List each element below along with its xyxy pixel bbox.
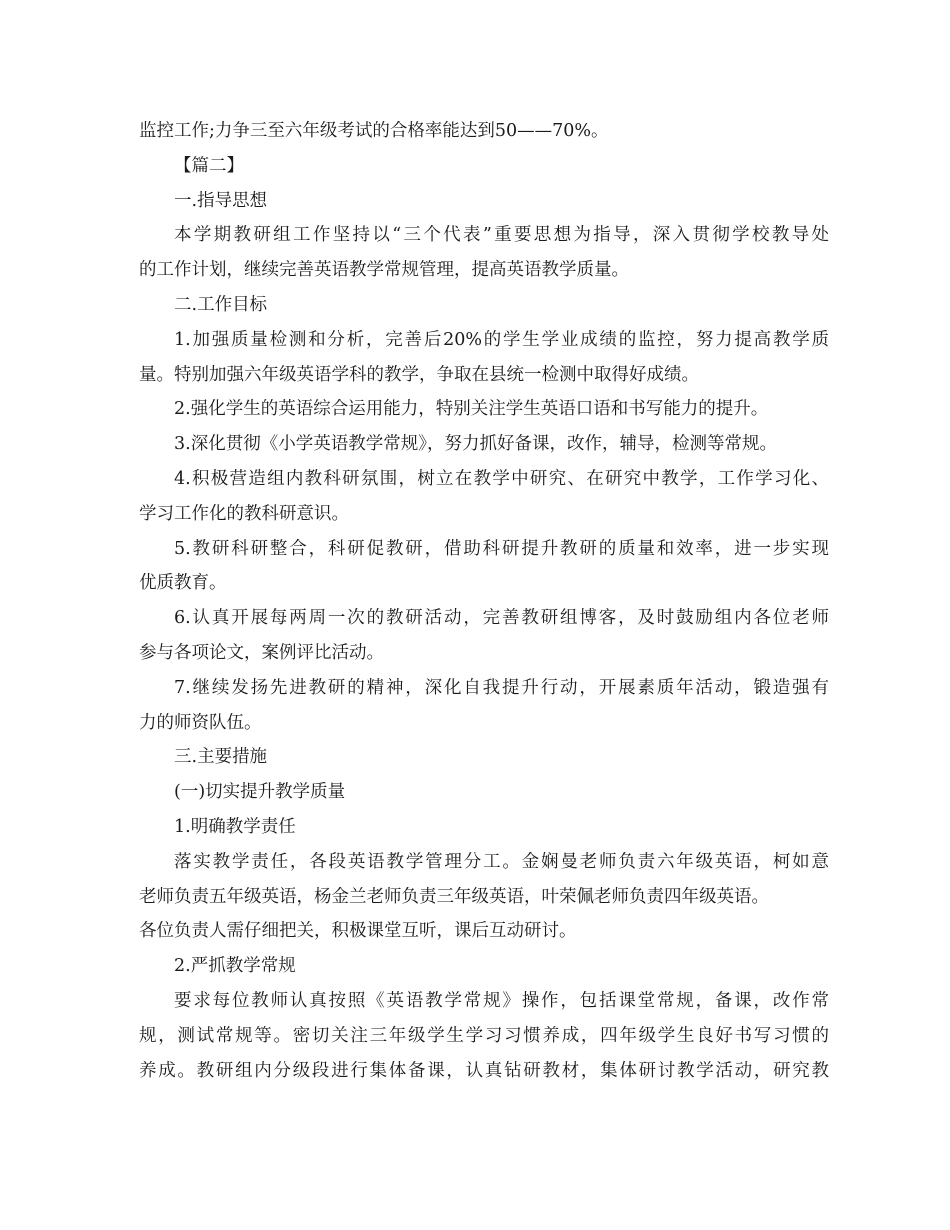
text-line: 本学期教研组工作坚持以“三个代表”重要思想为指导，深入贯彻学校教导处	[174, 225, 829, 246]
text-line: 7.继续发扬先进教研的精神，深化自我提升行动，开展素质年活动，锻造强有	[174, 677, 829, 698]
text-line: 5.教研科研整合，科研促教研，借助科研提升教研的质量和效率，进一步实现	[174, 538, 829, 559]
text-line: 1.加强质量检测和分析，完善后20%的学生学业成绩的监控，努力提高教学质	[174, 329, 829, 350]
text-line: 老师负责五年级英语，杨金兰老师负责三年级英语，叶荣佩老师负责四年级英语。	[139, 886, 769, 907]
text-line: 落实教学责任，各段英语教学管理分工。金娴曼老师负责六年级英语，柯如意	[174, 851, 829, 872]
text-line: 3.深化贯彻《小学英语教学常规》，努力抓好备课，改作，辅导，检测等常规。	[174, 434, 777, 455]
text-line: 的工作计划，继续完善英语教学常规管理，提高英语教学质量。	[139, 260, 629, 281]
text-line: 【篇二】	[174, 155, 244, 176]
text-line: 一.指导思想	[174, 190, 268, 211]
text-line: 量。特别加强六年级英语学科的教学，争取在县统一检测中取得好成绩。	[139, 364, 699, 385]
text-line: 三.主要措施	[174, 747, 268, 768]
document-body	[139, 114, 829, 1088]
text-line: 1.明确教学责任	[174, 816, 296, 837]
text-line: 2.严抓教学常规	[174, 956, 296, 977]
text-line: 6.认真开展每两周一次的教研活动，完善教研组博客，及时鼓励组内各位老师	[174, 608, 829, 629]
text-line: 二.工作目标	[174, 294, 268, 315]
text-line: 参与各项论文，案例评比活动。	[139, 642, 384, 663]
text-line: (一)切实提升教学质量	[174, 782, 346, 803]
text-line: 规，测试常规等。密切关注三年级学生学习习惯养成，四年级学生良好书写习惯的	[139, 1025, 829, 1046]
text-line: 监控工作;力争三至六年级考试的合格率能达到50——70%。	[139, 121, 609, 141]
text-line: 4.积极营造组内教科研氛围，树立在教学中研究、在研究中教学，工作学习化、	[174, 468, 829, 489]
text-line: 优质教育。	[139, 573, 227, 594]
text-line: 要求每位教师认真按照《英语教学常规》操作，包括课堂常规，备课，改作常	[174, 990, 829, 1011]
text-line: 2.强化学生的英语综合运用能力，特别关注学生英语口语和书写能力的提升。	[174, 399, 769, 420]
text-line: 养成。教研组内分级段进行集体备课，认真钻研教材，集体研讨教学活动，研究教	[139, 1060, 829, 1081]
text-line: 力的师资队伍。	[139, 712, 262, 733]
text-line: 各位负责人需仔细把关，积极课堂互听，课后互动研讨。	[139, 921, 577, 942]
text-line: 学习工作化的教科研意识。	[139, 503, 349, 524]
